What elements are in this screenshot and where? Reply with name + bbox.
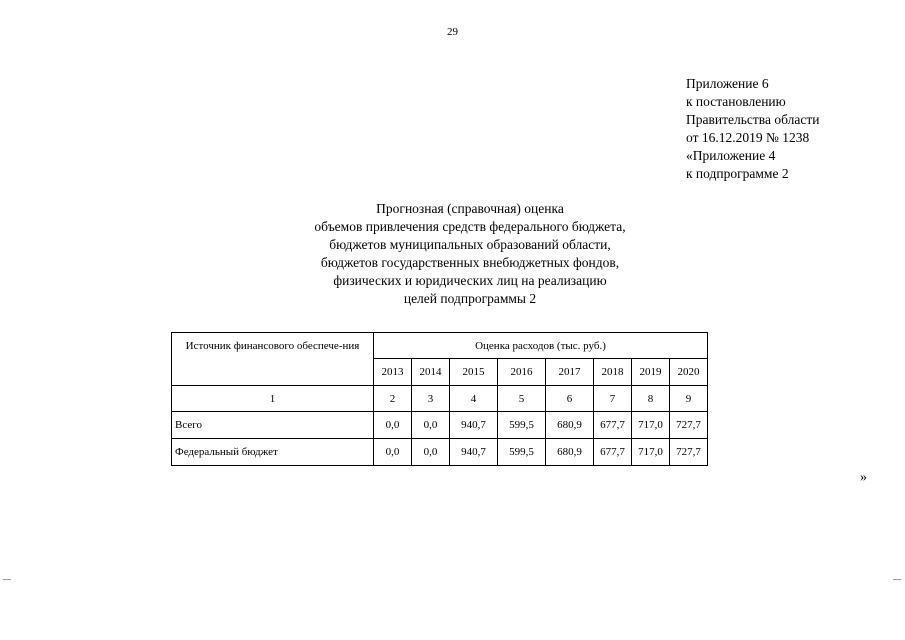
value-cell: 599,5 — [498, 412, 546, 439]
table-row-total — [172, 412, 708, 439]
financing-table-container — [171, 332, 708, 466]
column-number: 1 — [172, 386, 374, 412]
title-line: Прогнозная (справочная) оценка — [376, 201, 564, 216]
value-cell: 680,9 — [546, 412, 594, 439]
value-cell: 0,0 — [412, 439, 450, 466]
appendix-line: Правительства области — [686, 112, 820, 127]
year-header: 2015 — [450, 359, 498, 386]
scan-margin-mark — [893, 579, 901, 580]
year-header: 2017 — [546, 359, 594, 386]
estimate-header: Оценка расходов (тыс. руб.) — [374, 333, 708, 359]
title-line: бюджетов государственных внебюджетных фондов, — [320, 255, 620, 270]
year-header: 2013 — [374, 359, 412, 386]
appendix-line: от 16.12.2019 № 1238 — [686, 130, 810, 145]
table-header-row — [172, 333, 708, 359]
value-cell: 680,9 — [546, 439, 594, 466]
value-cell: 727,7 — [670, 439, 708, 466]
appendix-line: к постановлению — [686, 94, 786, 109]
year-header: 2014 — [412, 359, 450, 386]
column-number: 9 — [670, 386, 708, 412]
title-line: целей подпрограммы 2 — [403, 291, 537, 306]
column-number: 5 — [498, 386, 546, 412]
value-cell: 940,7 — [450, 439, 498, 466]
column-number: 2 — [374, 386, 412, 412]
appendix-line: Приложение 6 — [686, 76, 769, 91]
value-cell: 0,0 — [374, 439, 412, 466]
value-cell: 677,7 — [594, 412, 632, 439]
column-number: 4 — [450, 386, 498, 412]
table-row-federal-budget — [172, 439, 708, 466]
value-cell: 599,5 — [498, 439, 546, 466]
value-cell: 717,0 — [632, 412, 670, 439]
row-label: Федеральный бюджет — [172, 439, 374, 466]
appendix-reference — [686, 75, 819, 183]
page-number: 29 — [447, 26, 458, 38]
column-number: 8 — [632, 386, 670, 412]
year-header: 2019 — [632, 359, 670, 386]
column-number: 7 — [594, 386, 632, 412]
appendix-line: к подпрограмме 2 — [686, 166, 789, 181]
column-number-row — [172, 386, 708, 412]
title-line: физических и юридических лиц на реализацию — [333, 273, 607, 288]
closing-quote: » — [860, 470, 867, 485]
source-header: Источник финансового обеспече-ния — [172, 333, 374, 386]
column-number: 6 — [546, 386, 594, 412]
appendix-line: «Приложение 4 — [686, 148, 776, 163]
year-header: 2018 — [594, 359, 632, 386]
title-line: бюджетов муниципальных образований области, — [329, 237, 611, 252]
value-cell: 677,7 — [594, 439, 632, 466]
year-header: 2020 — [670, 359, 708, 386]
financing-table — [171, 332, 708, 466]
value-cell: 717,0 — [632, 439, 670, 466]
document-title — [210, 200, 730, 308]
year-header: 2016 — [498, 359, 546, 386]
row-label: Всего — [172, 412, 374, 439]
value-cell: 0,0 — [412, 412, 450, 439]
scan-margin-mark — [3, 579, 11, 580]
value-cell: 940,7 — [450, 412, 498, 439]
value-cell: 727,7 — [670, 412, 708, 439]
column-number: 3 — [412, 386, 450, 412]
title-line: объемов привлечения средств федерального бюджета, — [314, 219, 626, 234]
value-cell: 0,0 — [374, 412, 412, 439]
